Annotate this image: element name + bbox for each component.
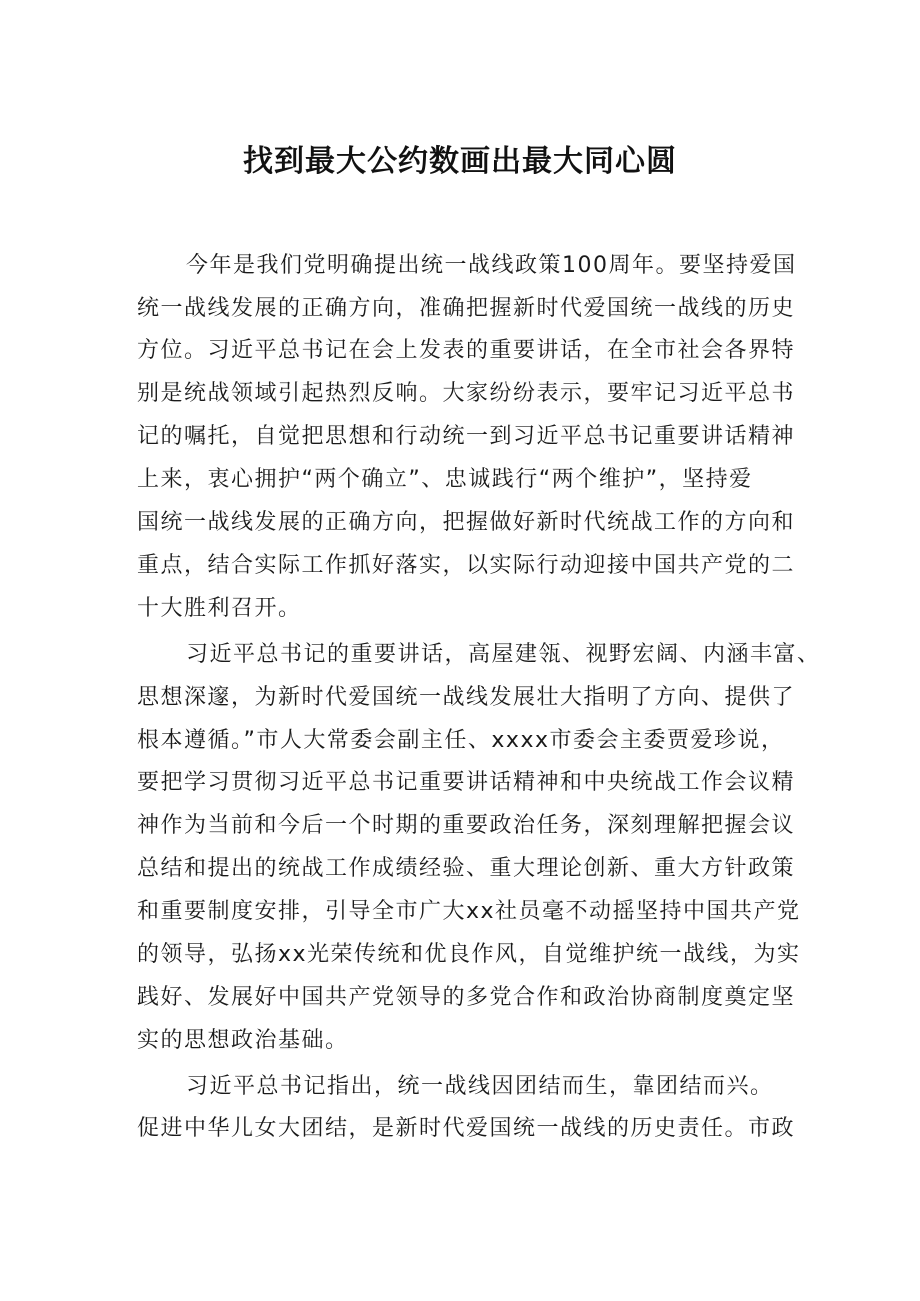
paragraph-line: 上来，衷心拥护“两个确立”、忠诚践行“两个维护”，坚持爱	[137, 467, 753, 492]
paragraph-line: 方位。习近平总书记在会上发表的重要讲话，在全市社会各界特	[137, 338, 796, 363]
paragraph-line: 践好、发展好中国共产党领导的多党合作和政治协商制度奠定坚	[137, 985, 796, 1010]
paragraph-line: 习近平总书记指出，统一战线因团结而生，靠团结而兴。	[186, 1074, 774, 1099]
paragraph-line: 今年是我们党明确提出统一战线政策100周年。要坚持爱国	[186, 253, 797, 278]
paragraph-line: 根本遵循。”市人大常委会副主任、xxxx市委会主委贾爱珍说，	[137, 728, 785, 753]
paragraph-line: 促进中华儿女大团结，是新时代爱国统一战线的历史责任。市政	[137, 1116, 796, 1141]
paragraph-line: 实的思想政治基础。	[137, 1028, 349, 1053]
paragraph-line: 记的嘱托，自觉把思想和行动统一到习近平总书记重要讲话精神	[137, 424, 796, 449]
paragraph-line: 的领导，弘扬xx光荣传统和优良作风，自觉维护统一战线，为实	[137, 942, 801, 967]
paragraph-line: 和重要制度安排，引导全市广大xx社员毫不动摇坚持中国共产党	[137, 899, 801, 924]
document-title: 找到最大公约数画出最大同心圆	[243, 144, 677, 179]
paragraph-line: 别是统战领域引起热烈反响。大家纷纷表示，要牢记习近平总书	[137, 381, 796, 406]
paragraph-line: 国统一战线发展的正确方向，把握做好新时代统战工作的方向和	[137, 510, 796, 535]
paragraph-line: 习近平总书记的重要讲话，高屋建瓴、视野宏阔、内涵丰富、	[186, 642, 821, 667]
paragraph-line: 要把学习贯彻习近平总书记重要讲话精神和中央统战工作会议精	[137, 770, 796, 795]
paragraph-line: 十大胜利召开。	[137, 596, 302, 621]
paragraph-line: 重点，结合实际工作抓好落实，以实际行动迎接中国共产党的二	[137, 553, 796, 578]
paragraph-line: 神作为当前和今后一个时期的重要政治任务，深刻理解把握会议	[137, 813, 796, 838]
paragraph-line: 思想深邃，为新时代爱国统一战线发展壮大指明了方向、提供了	[137, 685, 796, 710]
paragraph-line: 统一战线发展的正确方向，准确把握新时代爱国统一战线的历史	[137, 296, 796, 321]
paragraph-line: 总结和提出的统战工作成绩经验、重大理论创新、重大方针政策	[137, 856, 796, 881]
